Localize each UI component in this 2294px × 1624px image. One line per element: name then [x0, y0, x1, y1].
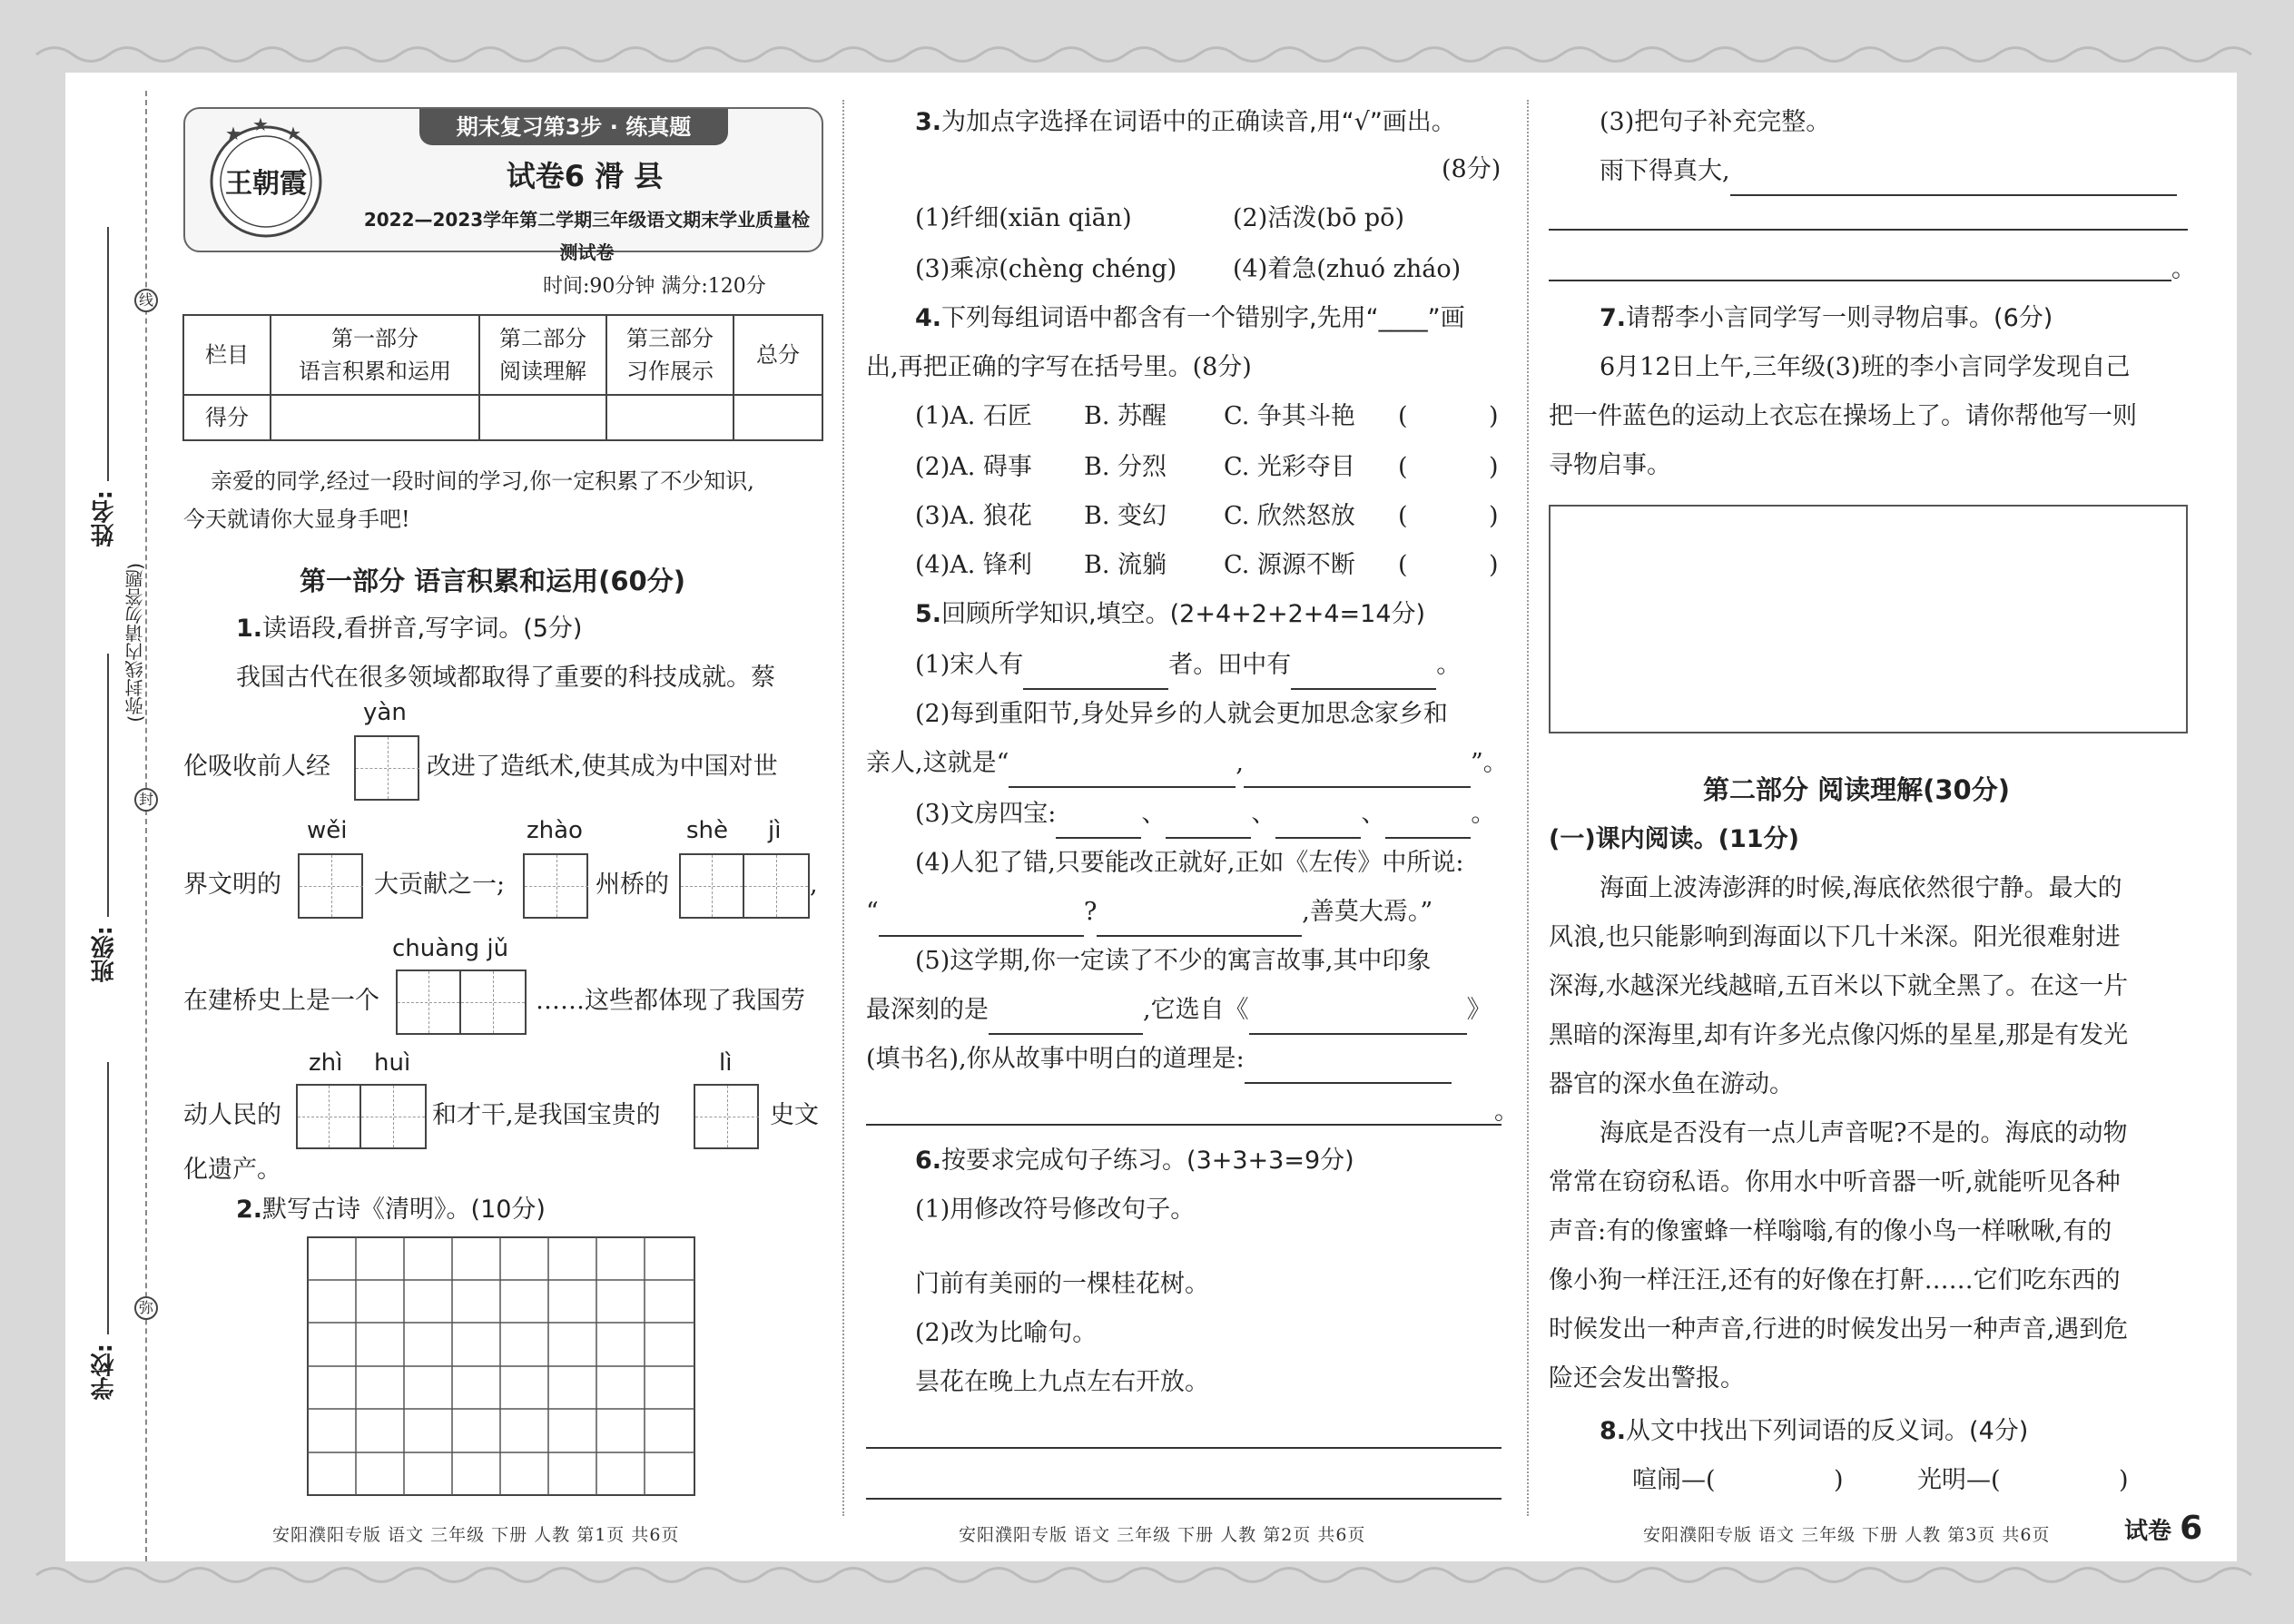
q4-row-2-paren-l: ( — [1398, 453, 1408, 481]
score-cell-total[interactable] — [733, 395, 822, 440]
q4-row-1-c: C. 争其斗艳 — [1224, 402, 1355, 430]
reading-line-2: 风浪,也只能影响到海面以下几十米深。阳光很难射进 — [1549, 923, 2121, 951]
q4-prompt-2: 出,再把正确的字写在括号里。(8分) — [866, 353, 1252, 381]
q5-answer-line[interactable] — [866, 1124, 1501, 1126]
q1-line3b: 大贡献之一; — [374, 871, 506, 899]
q1-line1: 我国古代在很多领域都取得了重要的科技成就。蔡 — [236, 664, 775, 692]
column-divider-1 — [842, 100, 844, 1516]
poem-writing-grid[interactable] — [307, 1236, 697, 1498]
score-col-3: 第三部分 习作展示 — [606, 315, 733, 395]
reading-line-6: 海底是否没有一点儿声音呢?不是的。海底的动物 — [1600, 1119, 2128, 1147]
answer-box-chuangju[interactable] — [396, 969, 527, 1035]
reading-line-3: 深海,水越深光线越暗,五百米以下就全黑了。在这一片 — [1549, 972, 2129, 1000]
q6-s3-answer-line-1[interactable] — [1549, 229, 2188, 231]
pinyin-hui: huì — [374, 1049, 411, 1077]
q4-row-4-c: C. 源源不断 — [1224, 551, 1355, 579]
answer-box-sheji[interactable] — [679, 853, 810, 919]
pinyin-li: lì — [719, 1049, 733, 1077]
score-cell-1[interactable] — [271, 395, 479, 440]
q6-sentence-1: 门前有美丽的一棵桂花树。 — [915, 1270, 1209, 1298]
q3-item-1[interactable]: (1)纤细(xiān qiān) — [915, 204, 1132, 232]
q7-answer-box[interactable] — [1549, 505, 2188, 733]
class-field[interactable] — [107, 654, 109, 917]
q8-word-2: 光明—( — [1917, 1466, 2001, 1494]
answer-box-li[interactable] — [694, 1084, 759, 1149]
pinyin-yan: yàn — [363, 699, 407, 726]
q5-line-8: 最深刻的是 ,它选自《 》 — [866, 986, 1492, 1035]
q1-line4a: 在建桥史上是一个 — [183, 987, 379, 1015]
reading-line-5: 器官的深水鱼在游动。 — [1549, 1070, 1794, 1098]
q3-prompt: 3.为加点字选择在词语中的正确读音,用“√”画出。 — [915, 108, 1456, 136]
q3-score: (8分) — [1442, 155, 1501, 183]
name-label: 姓名: — [91, 490, 118, 547]
pinyin-ji: jì — [768, 817, 782, 844]
q6-prompt: 6.按要求完成句子练习。(3+3+3=9分) — [915, 1147, 1354, 1175]
svg-text:王朝霞: 王朝霞 — [225, 168, 307, 200]
score-cell-3[interactable] — [606, 395, 733, 440]
school-label: 学校: — [91, 1343, 118, 1401]
svg-text:★: ★ — [225, 123, 241, 144]
part2-title: 第二部分 阅读理解(30分) — [1703, 774, 2010, 805]
logo-seal — [198, 116, 334, 243]
q7-para-2: 把一件蓝色的运动上衣忘在操场上了。请你帮他写一则 — [1549, 402, 2137, 430]
q5-end: 。 — [1494, 1097, 1519, 1126]
q8-word-1: 喧闹—( — [1632, 1466, 1716, 1494]
q1-line2a: 伦吸收前人经 — [183, 753, 330, 781]
q6-sub-3: (3)把句子补充完整。 — [1600, 108, 1831, 136]
q5-line-9: (填书名),你从故事中明白的道理是: — [866, 1035, 1452, 1084]
q2-prompt: 2.默写古诗《清明》。(10分) — [236, 1196, 546, 1224]
seal-mark-mi: 弥 — [134, 1296, 158, 1320]
q6-sentence-2: 昙花在晚上九点左右开放。 — [915, 1368, 1209, 1396]
pinyin-chuangju: chuàng jǔ — [392, 935, 509, 962]
q1-prompt: 1.读语段,看拼音,写字词。(5分) — [236, 615, 583, 643]
q1-line2b: 改进了造纸术,使其成为中国对世 — [427, 753, 778, 781]
q4-row-3-paren-l: ( — [1398, 502, 1408, 530]
q4-row-3-paren-r: ) — [1489, 502, 1499, 530]
seal-mark-xian: 线 — [134, 289, 158, 312]
footer-paper-label: 试卷 6 — [2124, 1510, 2203, 1547]
svg-text:★: ★ — [285, 123, 301, 144]
q8-prompt: 8.从文中找出下列词语的反义词。(4分) — [1600, 1417, 2029, 1445]
reading-line-11: 险还会发出警报。 — [1549, 1364, 1745, 1393]
q5-line-2: (2)每到重阳节,身处异乡的人就会更加思念家乡和 — [915, 700, 1448, 728]
q1-line3d: , — [810, 871, 818, 899]
q4-row-1-paren-r: ) — [1489, 402, 1499, 430]
q7-para-3: 寻物启事。 — [1549, 451, 1671, 479]
q6-s3-answer-line-2[interactable] — [1549, 280, 2171, 281]
answer-box-zhihui[interactable] — [296, 1084, 427, 1149]
q4-row-2-paren-r: ) — [1489, 453, 1499, 481]
score-table-header: 栏目 — [183, 315, 271, 395]
q6-answer-line-2[interactable] — [866, 1498, 1501, 1500]
exam-info: 时间:90分钟 满分:120分 — [543, 275, 766, 298]
q1-line3c: 州桥的 — [596, 871, 669, 899]
school-field[interactable] — [107, 1062, 109, 1334]
q5-line-3: 亲人,这就是“ , ”。 — [866, 739, 1508, 788]
q4-row-1-b: B. 苏醒 — [1084, 402, 1167, 430]
intro-line-1: 亲爱的同学,经过一段时间的学习,你一定积累了不少知识, — [211, 468, 754, 494]
reading-line-4: 黑暗的深海里,却有许多光点像闪烁的星星,那是有发光 — [1549, 1021, 2129, 1049]
svg-text:★: ★ — [252, 116, 269, 135]
part1-title: 第一部分 语言积累和运用(60分) — [300, 566, 685, 596]
q5-line-4: (3)文房四宝: 、 、 、 。 — [915, 790, 1495, 839]
q1-line3a: 界文明的 — [183, 871, 281, 899]
q3-item-4[interactable]: (4)着急(zhuó zháo) — [1233, 255, 1462, 283]
q3-item-3[interactable]: (3)乘凉(chèng chéng) — [915, 255, 1177, 283]
q6-s3-end: 。 — [2171, 255, 2196, 283]
footer-page-1: 安阳濮阳专版 语文 三年级 下册 人教 第1页 共6页 — [272, 1525, 680, 1545]
q4-row-4-b: B. 流躺 — [1084, 551, 1167, 579]
title-banner — [183, 107, 823, 263]
q4-row-3-b: B. 变幻 — [1084, 502, 1167, 530]
score-col-2: 第二部分 阅读理解 — [479, 315, 606, 395]
pinyin-zhi: zhì — [309, 1049, 343, 1077]
q1-line5c: 史文 — [770, 1101, 819, 1129]
q3-item-2[interactable]: (2)活泼(bō pō) — [1233, 204, 1404, 232]
footer-page-2: 安阳濮阳专版 语文 三年级 下册 人教 第2页 共6页 — [959, 1525, 1366, 1545]
step-badge: 期末复习第3步 · 练真题 — [419, 109, 728, 145]
score-cell-2[interactable] — [479, 395, 606, 440]
q1-line6: 化遗产。 — [183, 1156, 281, 1184]
q4-row-2-c: C. 光彩夺目 — [1224, 453, 1355, 481]
reading-subtitle: (一)课内阅读。(11分) — [1549, 825, 1799, 853]
q4-row-4: (4)A. 锋利 — [915, 551, 1032, 579]
pinyin-she: shè — [686, 817, 729, 844]
q5-line-6: “ ? ,善莫大焉。” — [866, 888, 1433, 937]
q1-line5b: 和才干,是我国宝贵的 — [432, 1101, 661, 1129]
q4-prompt: 4.下列每组词语中都含有一个错别字,先用“____”画 — [915, 304, 1465, 332]
q4-row-2-b: B. 分烈 — [1084, 453, 1167, 481]
seal-note: (弥封线内请勿答题) — [124, 563, 146, 723]
q4-row-4-paren-l: ( — [1398, 551, 1408, 579]
q1-line5a: 动人民的 — [183, 1101, 281, 1129]
q6-sentence-3: 雨下得真大, — [1600, 147, 2177, 196]
q8-word-1-close: ) — [1834, 1466, 1844, 1494]
q7-prompt: 7.请帮李小言同学写一则寻物启事。(6分) — [1600, 304, 2053, 332]
answer-box-yan[interactable] — [354, 735, 419, 801]
q4-row-2: (2)A. 碍事 — [915, 453, 1032, 481]
q5-line-7: (5)这学期,你一定读了不少的寓言故事,其中印象 — [915, 947, 1432, 975]
q6-sub-2: (2)改为比喻句。 — [915, 1319, 1098, 1347]
name-field[interactable] — [107, 227, 109, 481]
q4-row-3-c: C. 欣然怒放 — [1224, 502, 1355, 530]
score-row-label: 得分 — [183, 395, 271, 440]
q4-row-3: (3)A. 狼花 — [915, 502, 1032, 530]
pinyin-zhao: zhào — [527, 817, 583, 844]
q4-row-1: (1)A. 石匠 — [915, 402, 1032, 430]
column-divider-2 — [1527, 100, 1529, 1516]
intro-line-2: 今天就请你大显身手吧! — [183, 507, 410, 532]
reading-line-1: 海面上波涛澎湃的时候,海底依然很宁静。最大的 — [1600, 874, 2122, 902]
q4-row-1-paren-l: ( — [1398, 402, 1408, 430]
score-total-header: 总分 — [733, 315, 822, 395]
q8-word-2-close: ) — [2119, 1466, 2129, 1494]
class-label: 班级: — [91, 926, 118, 983]
paper-subtitle: 2022—2023学年第二学期三年级语文期末学业质量检测试卷 — [363, 209, 811, 263]
reading-line-10: 时候发出一种声音,行进的时候发出另一种声音,遇到危 — [1549, 1315, 2129, 1343]
paper-title: 试卷6 滑 县 — [506, 159, 664, 193]
q6-answer-line-1[interactable] — [866, 1447, 1501, 1449]
reading-line-8: 声音:有的像蜜蜂一样嗡嗡,有的像小鸟一样啾啾,有的 — [1549, 1217, 2112, 1245]
seal-mark-feng: 封 — [134, 788, 158, 812]
q5-line-1: (1)宋人有 者。田中有 。 — [915, 641, 1461, 690]
q7-para-1: 6月12日上午,三年级(3)班的李小言同学发现自己 — [1600, 353, 2131, 381]
footer-page-3: 安阳濮阳专版 语文 三年级 下册 人教 第3页 共6页 — [1643, 1525, 2051, 1545]
score-col-1: 第一部分 语言积累和运用 — [271, 315, 479, 395]
reading-line-7: 常常在窃窃私语。你用水中听音器一听,就能听见各种 — [1549, 1168, 2121, 1196]
pinyin-wei: wěi — [307, 817, 348, 844]
q5-prompt: 5.回顾所学知识,填空。(2+4+2+2+4=14分) — [915, 600, 1426, 628]
reading-line-9: 像小狗一样汪汪,还有的好像在打鼾……它们吃东西的 — [1549, 1266, 2121, 1294]
answer-box-wei[interactable] — [298, 853, 363, 919]
q1-line4b: ……这些都体现了我国劳 — [536, 987, 805, 1015]
q5-line-5: (4)人犯了错,只要能改正就好,正如《左传》中所说: — [915, 849, 1464, 877]
answer-box-zhao[interactable] — [523, 853, 588, 919]
q6-sub-1: (1)用修改符号修改句子。 — [915, 1196, 1196, 1224]
q4-row-4-paren-r: ) — [1489, 551, 1499, 579]
score-table — [182, 314, 823, 441]
